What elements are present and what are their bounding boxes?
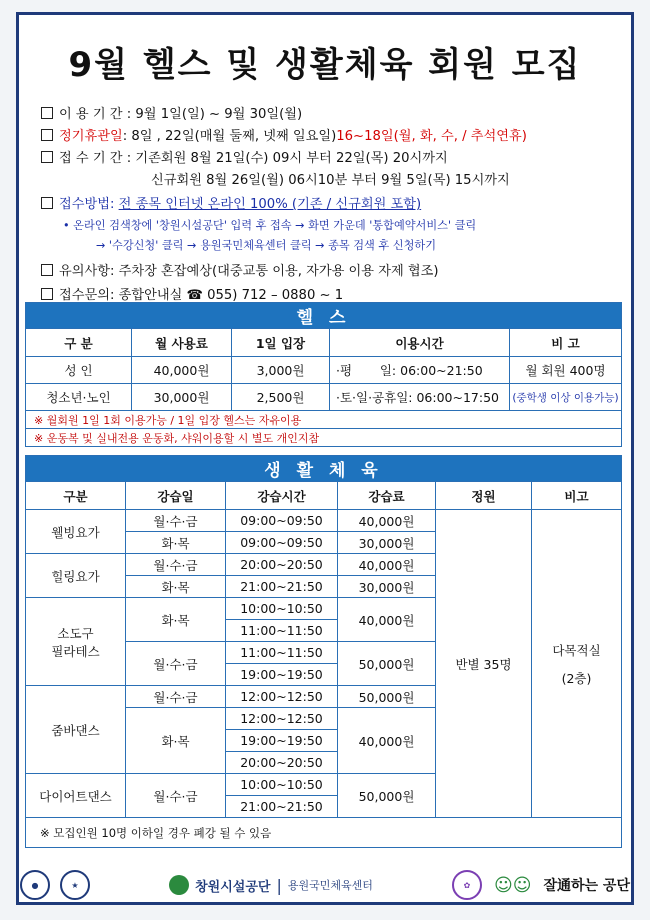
notice-row	[41, 260, 439, 279]
health-note: ※ 운동복 및 실내전용 운동화, 샤워이용할 시 별도 개인지참	[26, 429, 622, 447]
period-value: 9월 1일(일) ~ 9월 30일(월)	[135, 107, 303, 122]
program-name: 다이어트댄스	[26, 774, 126, 818]
program-name: 힐링요가	[26, 554, 126, 598]
program-fee: 40,000원	[338, 598, 436, 642]
program-fee: 50,000원	[338, 774, 436, 818]
life-header: 정원	[436, 482, 532, 510]
health-type: 청소년·노인	[26, 384, 132, 411]
program-fee: 30,000원	[338, 576, 436, 598]
health-header: 비 고	[510, 329, 622, 357]
program-days: 월·수·금	[126, 642, 226, 686]
program-fee: 50,000원	[338, 642, 436, 686]
program-time: 20:00~20:50	[226, 752, 338, 774]
footer-right	[452, 870, 630, 900]
program-time: 19:00~19:50	[226, 730, 338, 752]
health-monthly: 30,000원	[132, 384, 232, 411]
program-days: 화·목	[126, 708, 226, 774]
program-time: 10:00~10:50	[226, 774, 338, 796]
contact-value: 종합안내실 ☎ 055) 712 – 0880 ~ 1	[118, 288, 344, 303]
closed-row	[41, 125, 527, 144]
footer-badges	[20, 870, 90, 900]
program-fee: 30,000원	[338, 532, 436, 554]
checkbox-icon	[41, 288, 53, 300]
checkbox-icon	[41, 107, 53, 119]
program-days: 월·수·금	[126, 774, 226, 818]
closed-label: 정기휴관일	[59, 129, 123, 144]
program-days: 화·목	[126, 598, 226, 642]
program-fee: 40,000원	[338, 708, 436, 774]
footer	[20, 868, 630, 902]
program-name: 줌바댄스	[26, 686, 126, 774]
life-header: 구분	[26, 482, 126, 510]
program-time: 11:00~11:50	[226, 620, 338, 642]
center-name: 용원국민체육센터	[287, 879, 373, 892]
health-header: 월 사용료	[132, 329, 232, 357]
slogan: 잘通하는 공단	[543, 878, 630, 894]
notice-label: 유의사항:	[59, 264, 115, 279]
contact-label: 접수문의:	[59, 288, 115, 303]
character-icon: ☺☺	[493, 874, 532, 896]
closed-holiday: 16~18일(월, 화, 수, / 추석연휴)	[336, 129, 527, 144]
method-label: 접수방법:	[59, 197, 115, 212]
program-name: 소도구 필라테스	[26, 598, 126, 686]
health-daily: 2,500원	[232, 384, 330, 411]
checkbox-icon	[41, 129, 53, 141]
health-remark-sub: (중학생 이상 이용가능)	[510, 384, 622, 411]
program-days: 월·수·금	[126, 554, 226, 576]
page-title: 9월 헬스 및 생활체육 회원 모집	[68, 45, 582, 85]
period-label: 이 용 기 간 :	[59, 107, 132, 122]
capacity: 반별 35명	[436, 510, 532, 818]
method-step2: → '수강신청' 클릭 → 용원국민체육센터 클릭 → 종목 검색 후 신청하기	[96, 239, 437, 252]
program-time: 09:00~09:50	[226, 532, 338, 554]
program-days: 화·목	[126, 532, 226, 554]
period-row	[41, 103, 302, 122]
program-time: 09:00~09:50	[226, 510, 338, 532]
life-footnote: ※ 모집인원 10명 이하일 경우 폐강 될 수 있음	[26, 818, 622, 848]
life-header: 강습시간	[226, 482, 338, 510]
program-fee: 40,000원	[338, 554, 436, 576]
notice-value: 주차장 혼잡예상(대중교통 이용, 자가용 이용 자제 협조)	[118, 264, 439, 279]
program-time: 10:00~10:50	[226, 598, 338, 620]
reg-existing: 기존회원 8월 21일(수) 09시 부터 22일(목) 20시까지	[135, 151, 448, 166]
program-fee: 40,000원	[338, 510, 436, 532]
reg-new: 신규회원 8월 26일(월) 06시10분 부터 9월 5일(목) 15시까지	[151, 173, 510, 188]
remark-floor: (2층)	[561, 670, 592, 686]
health-note: ※ 월회원 1일 1회 이용가능 / 1일 입장 헬스는 자유이용	[26, 411, 622, 429]
reg-row	[41, 147, 448, 166]
program-fee: 50,000원	[338, 686, 436, 708]
contact-row	[41, 284, 343, 303]
certification-icon: ★	[60, 870, 90, 900]
program-time: 12:00~12:50	[226, 686, 338, 708]
health-header: 이용시간	[330, 329, 510, 357]
life-header: 비고	[532, 482, 622, 510]
program-days: 화·목	[126, 576, 226, 598]
checkbox-icon	[41, 151, 53, 163]
health-hours-weekend: ·토·일·공휴일: 06:00~17:50	[330, 384, 510, 411]
health-daily: 3,000원	[232, 357, 330, 384]
remark-room: 다목적실	[552, 642, 601, 658]
org-logo-icon	[169, 875, 189, 895]
life-heading: 생 활 체 육	[26, 456, 622, 482]
program-time: 21:00~21:50	[226, 576, 338, 598]
life-header: 강습일	[126, 482, 226, 510]
method-value: 전 종목 인터넷 온라인 100% (기존 / 신규회원 포함)	[118, 197, 422, 212]
city-logo-icon: ✿	[452, 870, 482, 900]
health-hours-weekday: ·평 일: 06:00~21:50	[330, 357, 510, 384]
program-time: 11:00~11:50	[226, 642, 338, 664]
program-name: 웰빙요가	[26, 510, 126, 554]
life-header: 강습료	[338, 482, 436, 510]
reg-label: 접 수 기 간 :	[59, 151, 132, 166]
org-name: 창원시설공단	[195, 879, 271, 895]
closed-value: : 8일 , 22일(매월 둘째, 넷째 일요일)	[122, 129, 337, 144]
health-table	[25, 302, 622, 447]
health-header: 구 분	[26, 329, 132, 357]
program-days: 월·수·금	[126, 510, 226, 532]
program-time: 19:00~19:50	[226, 664, 338, 686]
reg-new-row	[151, 169, 510, 188]
health-header: 1일 입장	[232, 329, 330, 357]
program-time: 20:00~20:50	[226, 554, 338, 576]
remark	[532, 510, 622, 818]
life-table	[25, 455, 622, 848]
method-step1: • 온라인 검색창에 '창원시설공단' 입력 후 접속 → 화면 가운데 '통합예약서비스' 클릭	[63, 219, 477, 232]
checkbox-icon	[41, 264, 53, 276]
health-type: 성 인	[26, 357, 132, 384]
program-days: 월·수·금	[126, 686, 226, 708]
health-heading: 헬 스	[26, 303, 622, 329]
health-monthly: 40,000원	[132, 357, 232, 384]
method-row	[41, 193, 421, 212]
emblem-icon: ●	[20, 870, 50, 900]
program-time: 21:00~21:50	[226, 796, 338, 818]
org-logo: 창원시설공단 | 용원국민체육센터	[169, 875, 373, 895]
checkbox-icon	[41, 197, 53, 209]
program-time: 12:00~12:50	[226, 708, 338, 730]
health-remark: 월 회원 400명	[510, 357, 622, 384]
